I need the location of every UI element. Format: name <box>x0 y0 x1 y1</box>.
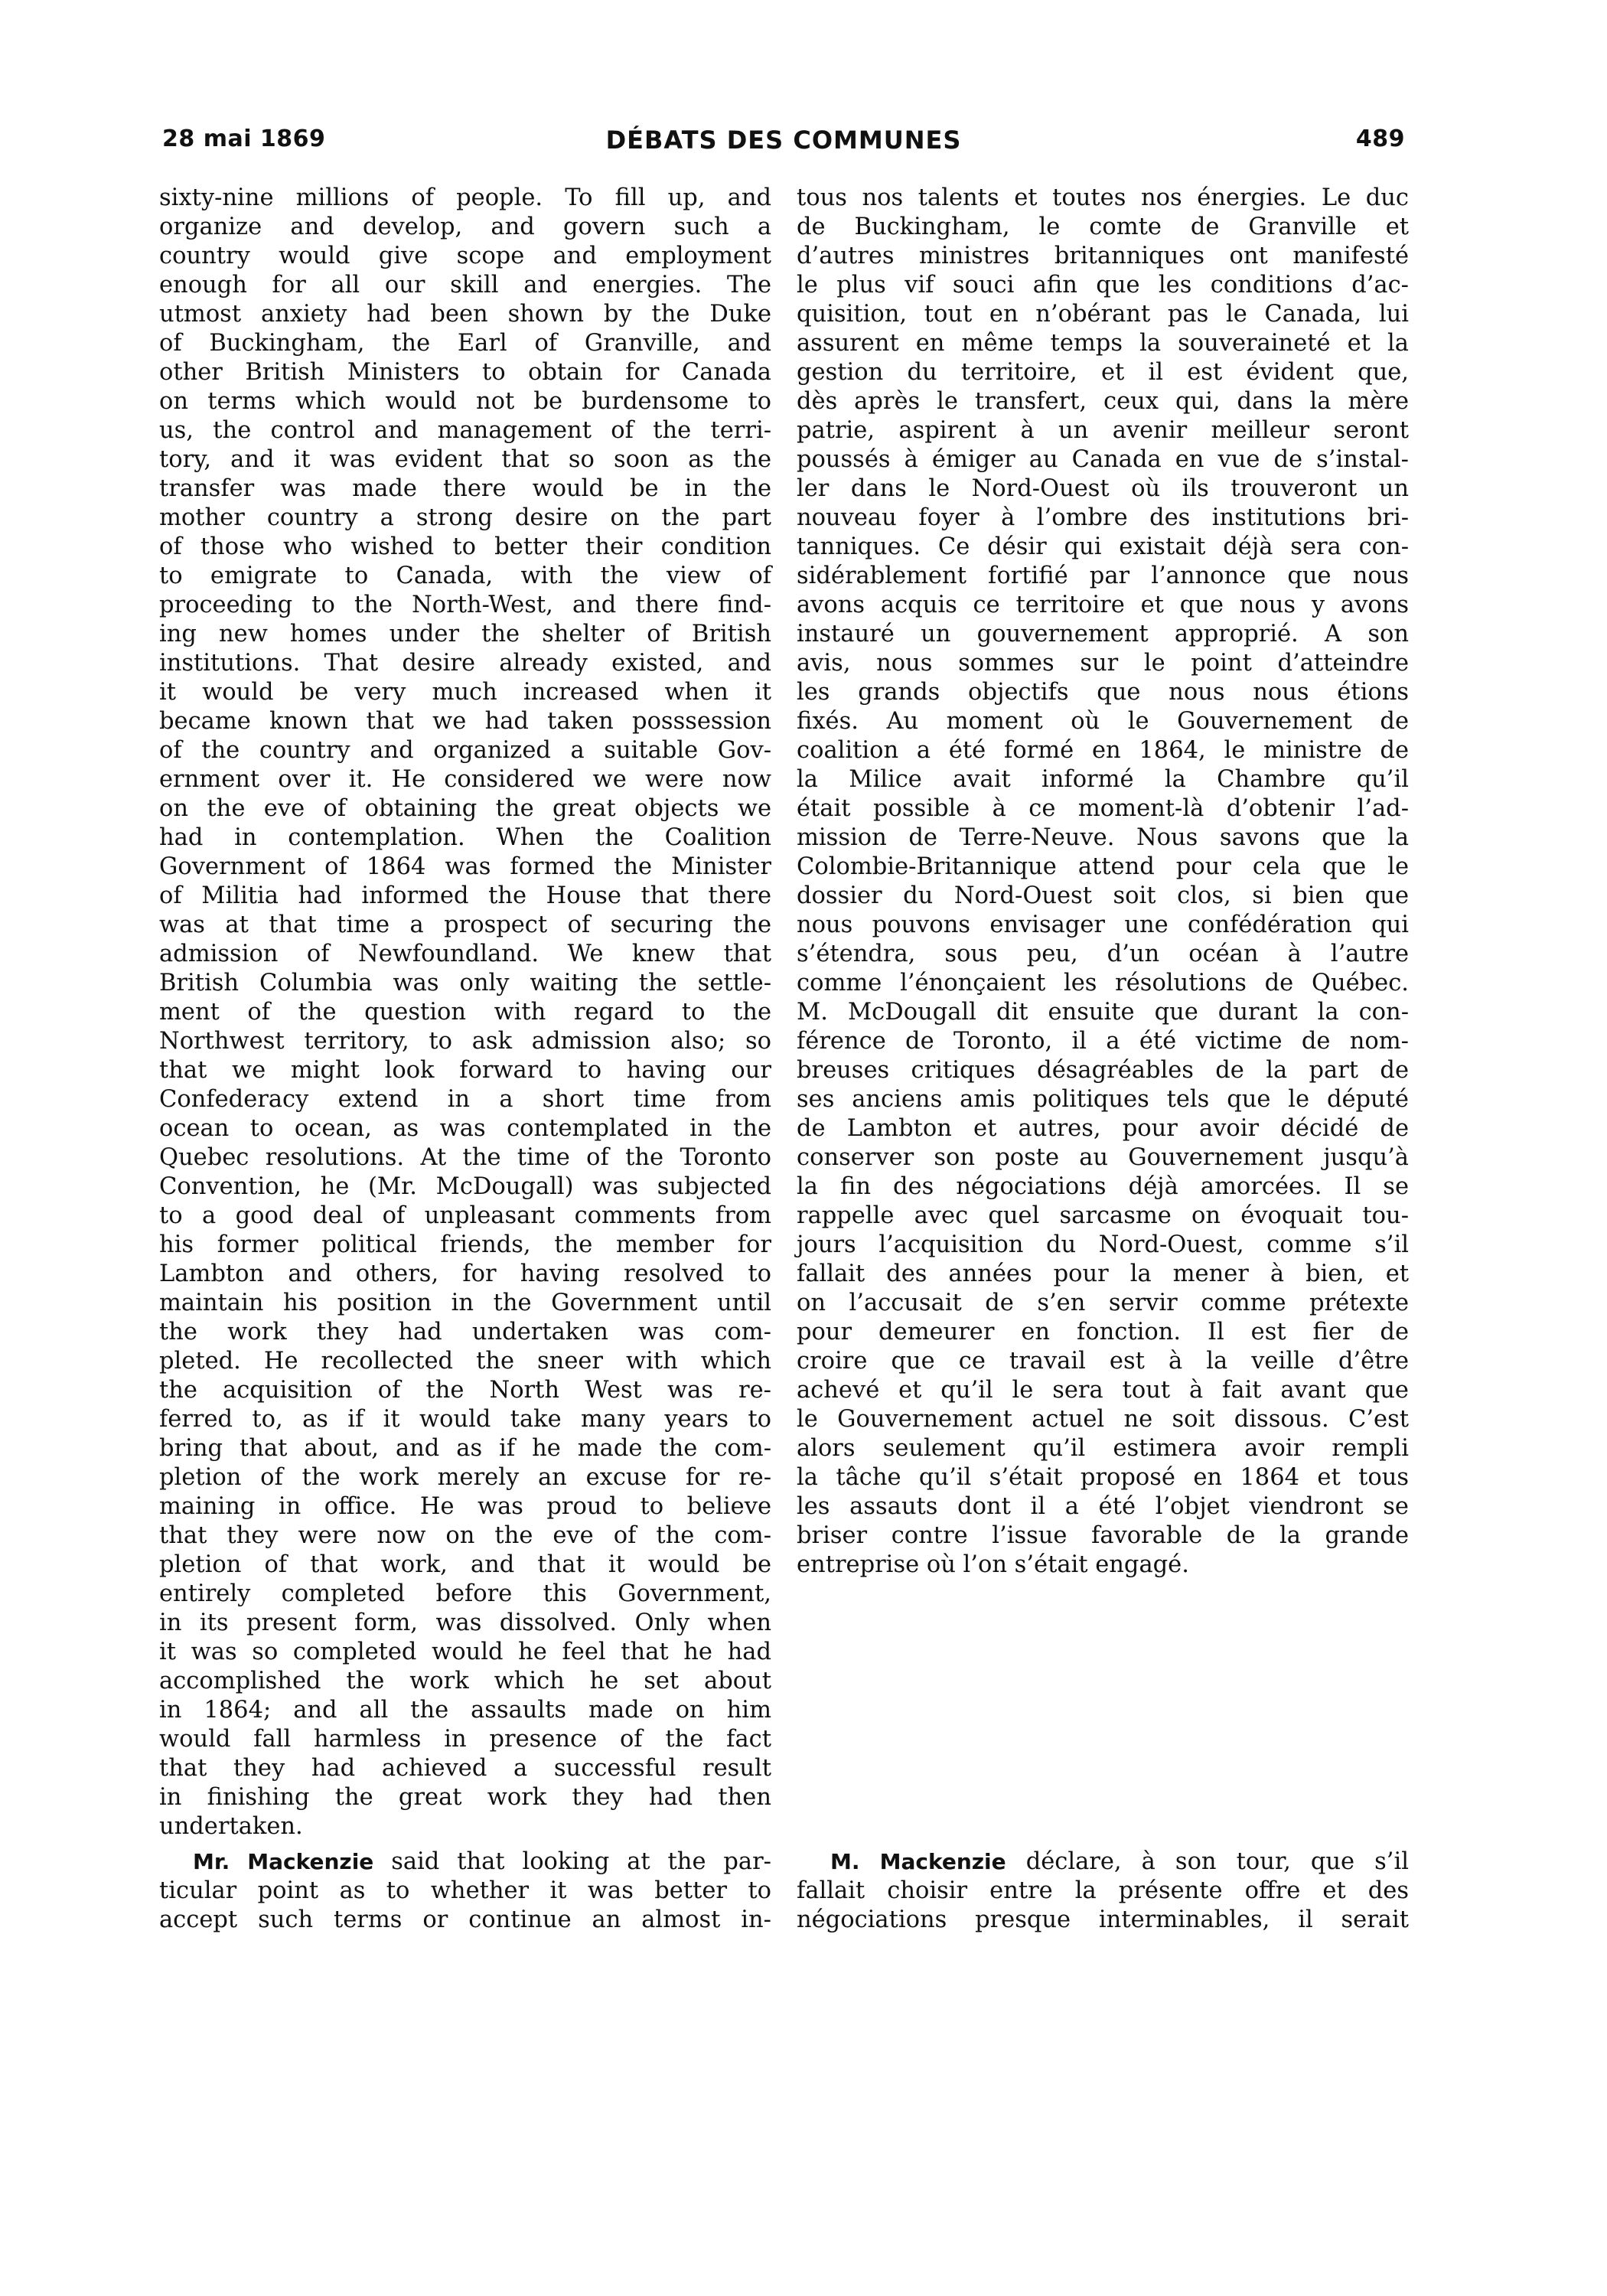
page-header <box>162 126 1405 162</box>
text-line: achevé et qu’il le sera tout à fait avant que <box>797 1377 1409 1404</box>
paragraph-text: said that looking at the par- <box>391 1848 771 1875</box>
text-line: férence de Toronto, il a été victime de nom- <box>797 1028 1409 1055</box>
text-line: briser contre l’issue favorable de la grande <box>797 1522 1409 1549</box>
text-line: fallait choisir entre la présente offre et des <box>797 1877 1409 1904</box>
text-line: had in contemplation. When the Coalition <box>159 824 771 851</box>
text-line <box>159 1848 771 1877</box>
text-line: Colombie-Britannique attend pour cela que le <box>797 853 1409 880</box>
text-line: of those who wished to better their condition <box>159 533 771 560</box>
text-line: mission de Terre-Neuve. Nous savons que la <box>797 824 1409 851</box>
text-line: négociations presque interminables, il serait <box>797 1906 1409 1933</box>
text-line: ler dans le Nord-Ouest où ils trouveront un <box>797 475 1409 502</box>
text-line: transfer was made there would be in the <box>159 475 771 502</box>
text-line: conserver son poste au Gouvernement jusqu’à <box>797 1144 1409 1171</box>
text-line: that they had achieved a successful result <box>159 1755 771 1782</box>
text-line: poussés à émiger au Canada en vue de s’instal- <box>797 446 1409 473</box>
french-column-text <box>797 184 1409 1580</box>
text-line: the work they had undertaken was com- <box>159 1319 771 1345</box>
text-line: Convention, he (Mr. McDougall) was subjected <box>159 1173 771 1200</box>
text-line: was at that time a prospect of securing the <box>159 912 771 938</box>
text-line: bring that about, and as if he made the com- <box>159 1435 771 1462</box>
text-line: organize and develop, and govern such a <box>159 214 771 240</box>
text-line: would fall harmless in presence of the fact <box>159 1726 771 1753</box>
text-line: it was so completed would he feel that he had <box>159 1639 771 1665</box>
text-line: le Gouvernement actuel ne soit dissous. C’est <box>797 1406 1409 1433</box>
text-line: nous pouvons envisager une confédération qui <box>797 912 1409 938</box>
text-line: quisition, tout en n’obérant pas le Canada, lui <box>797 301 1409 328</box>
text-line: ses anciens amis politiques tels que le député <box>797 1086 1409 1113</box>
text-line: d’autres ministres britanniques ont manifesté <box>797 243 1409 269</box>
text-line: comme l’énonçaient les résolutions de Québec. <box>797 970 1409 996</box>
text-line: British Columbia was only waiting the settle- <box>159 970 771 996</box>
text-line: his former political friends, the member for <box>159 1231 771 1258</box>
text-line: sidérablement fortifié par l’annonce que nous <box>797 563 1409 589</box>
header-title: DÉBATS DES COMMUNES <box>605 126 962 155</box>
text-line: pour demeurer en fonction. Il est fier de <box>797 1319 1409 1345</box>
text-line: le plus vif souci afin que les conditions d’ac- <box>797 272 1409 298</box>
text-line: pleted. He recollected the sneer with which <box>159 1348 771 1375</box>
text-line: to emigrate to Canada, with the view of <box>159 563 771 589</box>
text-line: ocean to ocean, as was contemplated in the <box>159 1115 771 1142</box>
text-line: fallait des années pour la mener à bien, et <box>797 1261 1409 1287</box>
text-line: enough for all our skill and energies. The <box>159 272 771 298</box>
text-line: de Buckingham, le comte de Granville et <box>797 214 1409 240</box>
text-line: M. McDougall dit ensuite que durant la con- <box>797 999 1409 1026</box>
text-line: croire que ce travail est à la veille d’être <box>797 1348 1409 1375</box>
text-line: of the country and organized a suitable Gov- <box>159 737 771 764</box>
text-line: Quebec resolutions. At the time of the Toronto <box>159 1144 771 1171</box>
text-line: pletion of the work merely an excuse for re- <box>159 1464 771 1491</box>
text-line: us, the control and management of the terri- <box>159 417 771 444</box>
text-line: other British Ministers to obtain for Canada <box>159 359 771 386</box>
text-line: sixty-nine millions of people. To fill up, and <box>159 184 771 211</box>
text-line: breuses critiques désagréables de la part de <box>797 1057 1409 1084</box>
text-line: ernment over it. He considered we were now <box>159 766 771 793</box>
text-line: jours l’acquisition du Nord-Ouest, comme s’il <box>797 1231 1409 1258</box>
text-line: assurent en même temps la souveraineté et la <box>797 330 1409 357</box>
text-line: dossier du Nord-Ouest soit clos, si bien que <box>797 882 1409 909</box>
text-line: la tâche qu’il s’était proposé en 1864 et tous <box>797 1464 1409 1491</box>
text-line: ferred to, as if it would take many years to <box>159 1406 771 1433</box>
text-line: dès après le transfert, ceux qui, dans la mère <box>797 388 1409 415</box>
text-line: mother country a strong desire on the part <box>159 504 771 531</box>
text-line: became known that we had taken posssession <box>159 708 771 735</box>
text-line: accept such terms or continue an almost in- <box>159 1906 771 1933</box>
text-line: tous nos talents et toutes nos énergies. Le duc <box>797 184 1409 211</box>
text-line: in its present form, was dissolved. Only when <box>159 1609 771 1636</box>
text-line: institutions. That desire already existed, and <box>159 650 771 677</box>
text-line: les assauts dont il a été l’objet viendront se <box>797 1493 1409 1520</box>
text-line: rappelle avec quel sarcasme on évoquait tou- <box>797 1202 1409 1229</box>
text-line: the acquisition of the North West was re- <box>159 1377 771 1404</box>
paragraph-text: déclare, à son tour, que s’il <box>1025 1848 1409 1875</box>
text-line: Northwest territory, to ask admission also; so <box>159 1028 771 1055</box>
text-line: était possible à ce moment-là d’obtenir l’ad- <box>797 795 1409 822</box>
french-paragraph-mackenzie <box>797 1848 1409 1935</box>
text-line <box>797 1848 1409 1877</box>
speaker-name: Mr. Mackenzie <box>193 1849 374 1874</box>
text-line: tanniques. Ce désir qui existait déjà sera con- <box>797 533 1409 560</box>
text-line: ment of the question with regard to the <box>159 999 771 1026</box>
text-line: that they were now on the eve of the com- <box>159 1522 771 1549</box>
text-line: ing new homes under the shelter of British <box>159 621 771 647</box>
text-line: gestion du territoire, et il est évident que, <box>797 359 1409 386</box>
text-line: pletion of that work, and that it would be <box>159 1551 771 1578</box>
text-line: utmost anxiety had been shown by the Duke <box>159 301 771 328</box>
text-line: avis, nous sommes sur le point d’atteindre <box>797 650 1409 677</box>
text-line: avons acquis ce territoire et que nous y avons <box>797 592 1409 618</box>
text-line: alors seulement qu’il estimera avoir rempli <box>797 1435 1409 1462</box>
text-line: ticular point as to whether it was better to <box>159 1877 771 1904</box>
text-line: fixés. Au moment où le Gouvernement de <box>797 708 1409 735</box>
text-line: Confederacy extend in a short time from <box>159 1086 771 1113</box>
text-line: on the eve of obtaining the great objects we <box>159 795 771 822</box>
text-line: of Buckingham, the Earl of Granville, and <box>159 330 771 357</box>
text-line: Government of 1864 was formed the Minister <box>159 853 771 880</box>
text-line: in 1864; and all the assaults made on him <box>159 1697 771 1724</box>
text-line: Lambton and others, for having resolved to <box>159 1261 771 1287</box>
text-line: country would give scope and employment <box>159 243 771 269</box>
text-line: les grands objectifs que nous nous étions <box>797 679 1409 706</box>
text-line: on terms which would not be burdensome to <box>159 388 771 415</box>
text-line: instauré un gouvernement approprié. A son <box>797 621 1409 647</box>
english-paragraph-mackenzie <box>159 1848 771 1935</box>
text-line: patrie, aspirent à un avenir meilleur seront <box>797 417 1409 444</box>
speaker-name: M. Mackenzie <box>830 1849 1006 1874</box>
text-line: of Militia had informed the House that there <box>159 882 771 909</box>
text-line: la Milice avait informé la Chambre qu’il <box>797 766 1409 793</box>
text-line: tory, and it was evident that so soon as the <box>159 446 771 473</box>
text-line: to a good deal of unpleasant comments from <box>159 1202 771 1229</box>
text-line: la fin des négociations déjà amorcées. Il se <box>797 1173 1409 1200</box>
text-line: s’étendra, sous peu, d’un océan à l’autre <box>797 941 1409 967</box>
text-line: in finishing the great work they had then <box>159 1784 771 1811</box>
text-line: on l’accusait de s’en servir comme prétexte <box>797 1290 1409 1316</box>
text-line: entreprise où l’on s’était engagé. <box>797 1551 1189 1578</box>
text-line: entirely completed before this Government, <box>159 1580 771 1607</box>
text-line: accomplished the work which he set about <box>159 1668 771 1694</box>
text-line: maining in office. He was proud to believe <box>159 1493 771 1520</box>
header-date: 28 mai 1869 <box>162 126 326 152</box>
text-line: nouveau foyer à l’ombre des institutions bri- <box>797 504 1409 531</box>
text-line: undertaken. <box>159 1813 303 1840</box>
text-line: admission of Newfoundland. We knew that <box>159 941 771 967</box>
text-line: that we might look forward to having our <box>159 1057 771 1084</box>
text-line: maintain his position in the Government until <box>159 1290 771 1316</box>
page-number: 489 <box>1355 126 1405 152</box>
text-line: coalition a été formé en 1864, le ministre de <box>797 737 1409 764</box>
text-line: proceeding to the North-West, and there find- <box>159 592 771 618</box>
text-line: de Lambton et autres, pour avoir décidé de <box>797 1115 1409 1142</box>
english-column-text <box>159 184 771 1841</box>
text-line: it would be very much increased when it <box>159 679 771 706</box>
